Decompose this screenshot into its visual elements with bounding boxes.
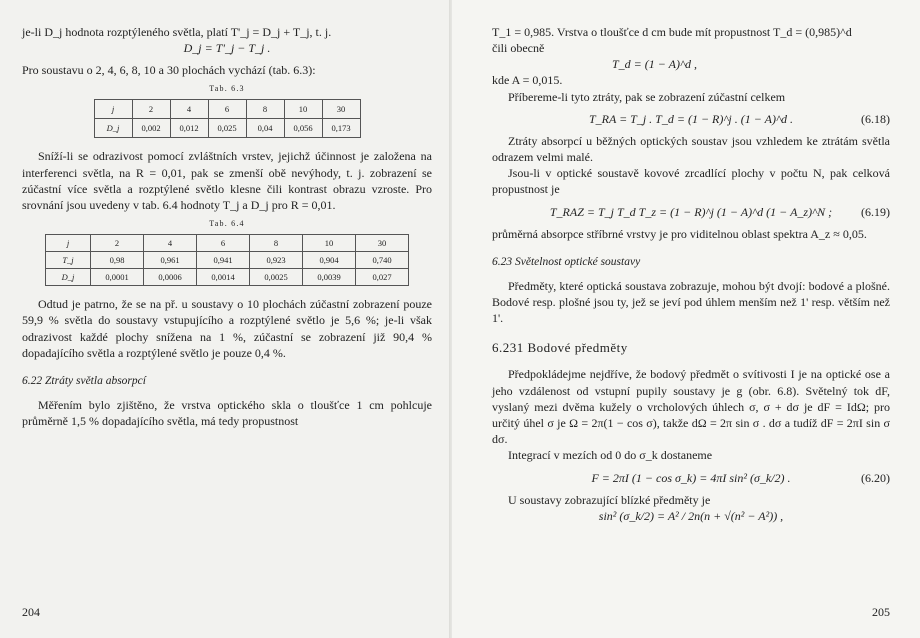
table-cell: T_j [46,252,91,269]
paragraph: Příbereme-li tyto ztráty, pak se zobrazení zúčastní celkem [508,89,786,104]
table-6-4 [45,234,409,286]
table-cell: 0,027 [356,269,409,286]
table-cell: 0,04 [246,119,284,138]
table-cell: 2 [132,100,170,119]
paragraph: Jsou-li v optické soustavě kovové zrcadlící plochy v počtu N, pak celková propustnost je [492,166,890,197]
table-cell: 0,056 [284,119,322,138]
table-cell: 0,012 [170,119,208,138]
table-cell: 0,923 [250,252,303,269]
table-cell: 0,002 [132,119,170,138]
paragraph: Předpokládejme nejdříve, že bodový předmět o svítivosti I je na optické ose a jeho vzdálenost od vstupní pupily soustavy je g (obr. 6.8). Světelný tok dF, vyslaný mezi dvěma kužely o vrcholových úhlech σ, σ + dσ je dF = IdΩ; pro určitý úhel σ je Ω = 2π(1 − cos σ), takže dΩ = 2π sin σ . dσ a tudíž dF = 2πI sin σ dσ. [492,367,890,447]
table-6-3 [94,99,361,138]
paragraph: Pro soustavu o 2, 4, 6, 8, 10 a 30 plochách vychází (tab. 6.3): [22,63,316,78]
table-cell: 2 [91,235,144,252]
table-cell: 0,941 [197,252,250,269]
table-row [94,119,360,138]
equation: D_j = T'_j − T_j . [183,41,271,56]
table-cell: 0,173 [322,119,360,138]
equation-body: F = 2πI (1 − cos σ_k) = 4πI sin² (σ_k/2) . [591,470,791,485]
text-line: čili obecně [492,41,545,56]
paragraph: průměrná absorpce stříbrné vrstvy je pro viditelnou oblast spektra A_z ≈ 0,05. [492,226,867,241]
table-cell: 6 [197,235,250,252]
equation [492,204,890,220]
table-cell: 0,0039 [303,269,356,286]
paragraph: U soustavy zobrazující blízké předměty je [508,492,711,507]
right-page [452,0,920,638]
paragraph: Odtud je patrno, že se na př. u soustavy o 10 plochách zúčastní zobrazení pouze 59,9 % světla do soustavy vstupujícího a rozptýlené světlo je 5,6 %; je-li však odrazivost každé plochy snížena na 1 %, zúčastní se zobrazení již 90,4 % dopadajícího světla a rozptýlené světlo je pouze 0,4 %. [22,297,432,360]
table-cell: D_j [94,119,132,138]
paragraph: Předměty, které optická soustava zobrazuje, mohou být dvojí: bodové a plošné. Bodové resp. plošné jsou ty, jež se jeví pod úhlem menším než 1' resp. větším než 1'. [492,278,890,326]
table-header-row [46,235,409,252]
table-cell: 0,98 [91,252,144,269]
equation: T_d = (1 − A)^d , [612,57,698,72]
table-cell: 0,025 [208,119,246,138]
table-caption: Tab. 6.3 [209,84,245,94]
equation-number: (6.19) [861,204,890,219]
page-number: 205 [872,605,890,619]
table-cell: 10 [303,235,356,252]
text-line: T_1 = 0,985. Vrstva o tloušťce d cm bude mít propustnost T_d = (0,985)^d [492,25,852,39]
table-cell: 8 [246,100,284,119]
table-cell: 30 [322,100,360,119]
table-cell: 0,0025 [250,269,303,286]
table-cell: 4 [144,235,197,252]
page-number: 204 [22,605,40,619]
left-page [0,0,452,638]
equation-body: T_RAZ = T_j T_d T_z = (1 − R)^j (1 − A)^d (1 − A_z)^N ; [549,204,833,219]
equation [492,111,890,127]
paragraph: Měřením bylo zjištěno, že vrstva optického skla o tloušťce 1 cm pohlcuje průměrně 1,5 % dopadajícího světla, má tedy propustnost [22,398,432,429]
paragraph: Sníží-li se odrazivost pomocí zvláštních vrstev, jejichž účinnost je založena na interferenci světla, na R = 0,01, pak se zmenší obě nevýhody, t. j. zobrazení se zúčastní více světla a rozptýlené světlo klesne čili kontrast obrazu vzroste. Pro srovnání jsou uvedeny v tab. 6.4 hodnoty T_j a D_j pro R = 0,01. [22,149,432,213]
table-cell: 10 [284,100,322,119]
equation [492,470,890,486]
table-row [46,252,409,269]
text-line: kde A = 0,015. [492,73,563,88]
table-cell: 4 [170,100,208,119]
table-cell: 0,0001 [91,269,144,286]
equation: sin² (σ_k/2) = A² / 2n(n + √(n² − A²)) , [598,508,784,523]
table-cell: 0,0006 [144,269,197,286]
text-line: je-li D_j hodnota rozptýleného světla, platí T'_j = D_j + T_j, t. j. [22,25,332,39]
table-header-row [94,100,360,119]
table-cell: 0,0014 [197,269,250,286]
table-cell: 0,904 [303,252,356,269]
table-cell: 8 [250,235,303,252]
equation-number: (6.20) [861,470,890,485]
table-cell: 6 [208,100,246,119]
table-caption: Tab. 6.4 [209,219,245,229]
table-cell: 30 [356,235,409,252]
section-heading: 6.22 Ztráty světla absorpcí [22,375,146,388]
paragraph: Integrací v mezích od 0 do σ_k dostaneme [508,448,713,463]
subsection-heading: 6.231 Bodové předměty [492,340,628,356]
equation-number: (6.18) [861,111,890,126]
table-row [46,269,409,286]
equation-body: T_RA = T_j . T_d = (1 − R)^j . (1 − A)^d . [588,111,794,126]
table-cell: 0,961 [144,252,197,269]
table-cell: 0,740 [356,252,409,269]
table-cell: j [94,100,132,119]
table-cell: D_j [46,269,91,286]
section-heading: 6.23 Světelnost optické soustavy [492,255,641,268]
paragraph: Ztráty absorpcí u běžných optických soustav jsou vzhledem ke ztrátám světla odrazem velmi malé. [492,133,890,165]
table-cell: j [46,235,91,252]
